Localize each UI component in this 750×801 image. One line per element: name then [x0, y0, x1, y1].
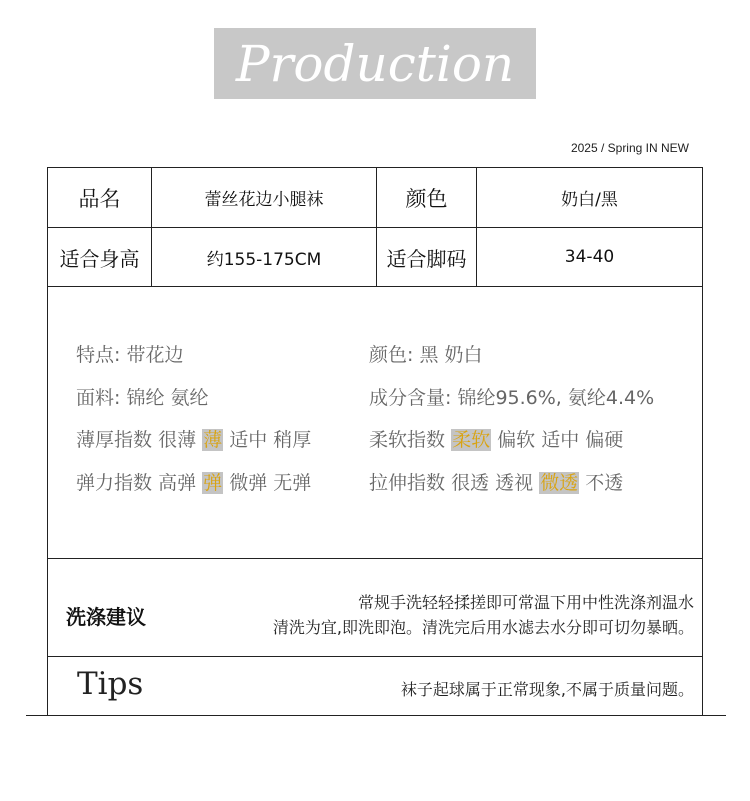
thickness-option: 很薄	[158, 429, 197, 451]
sheerness-option: 透视	[495, 472, 534, 494]
fabric-value: 锦纶 氨纶	[126, 387, 209, 409]
bottom-divider	[26, 715, 726, 716]
sheerness-option: 不透	[585, 472, 624, 494]
sheerness-option: 微透	[540, 472, 579, 494]
tips-label: Tips	[77, 666, 144, 702]
production-banner	[214, 28, 536, 99]
colors-label: 颜色:	[369, 344, 414, 366]
row-divider	[47, 656, 703, 657]
color-value: 奶白/黑	[561, 190, 618, 210]
softness-option: 柔软	[452, 429, 491, 451]
elasticity-index-label: 弹力指数	[76, 472, 153, 494]
thickness-option: 薄	[203, 429, 223, 451]
composition-row	[369, 386, 654, 410]
feature-label: 特点:	[76, 344, 121, 366]
thickness-option: 稍厚	[273, 429, 312, 451]
fabric-label: 面料:	[76, 387, 121, 409]
softness-index-row	[369, 428, 623, 452]
softness-option: 适中	[541, 429, 580, 451]
wash-label: 洗涤建议	[66, 605, 146, 629]
feature-row	[76, 343, 183, 367]
thickness-option: 适中	[229, 429, 268, 451]
color-label: 颜色	[405, 186, 448, 211]
name-label: 品名	[78, 186, 121, 211]
wash-line-1: 常规手洗轻轻揉搓即可常温下用中性洗涤剂温水	[357, 593, 694, 612]
elasticity-option: 弹	[203, 472, 223, 494]
colors-row	[369, 343, 483, 367]
height-value: 约155-175CM	[206, 249, 322, 270]
name-value: 蕾丝花边小腿袜	[204, 190, 324, 210]
colors-value: 黑 奶白	[419, 344, 483, 366]
elasticity-index-row	[76, 471, 311, 495]
sheerness-index-row	[369, 471, 623, 495]
row-divider	[47, 286, 703, 287]
season-label: 2025 / Spring IN NEW	[570, 141, 689, 155]
size-label: 适合脚码	[386, 246, 467, 271]
fabric-row	[76, 386, 209, 410]
composition-value: 锦纶95.6%, 氨纶4.4%	[457, 387, 655, 409]
thickness-index-label: 薄厚指数	[76, 429, 153, 451]
softness-index-label: 柔软指数	[369, 429, 446, 451]
thickness-index-row	[76, 428, 311, 452]
row-divider	[47, 558, 703, 559]
height-label: 适合身高	[59, 246, 140, 271]
elasticity-option: 无弹	[273, 472, 312, 494]
wash-instructions	[273, 590, 694, 640]
feature-value: 带花边	[126, 344, 184, 366]
banner-title: Production	[235, 34, 515, 93]
sheerness-index-label: 拉伸指数	[369, 472, 446, 494]
elasticity-option: 微弹	[229, 472, 268, 494]
tips-text: 袜子起球属于正常现象,不属于质量问题。	[400, 680, 694, 699]
sheerness-option: 很透	[451, 472, 490, 494]
elasticity-option: 高弹	[158, 472, 197, 494]
composition-label: 成分含量:	[369, 387, 452, 409]
softness-option: 偏软	[497, 429, 536, 451]
wash-line-2: 清洗为宜,即洗即泡。清洗完后用水滤去水分即可切勿暴晒。	[272, 618, 694, 637]
softness-option: 偏硬	[585, 429, 624, 451]
size-value: 34-40	[564, 247, 615, 267]
